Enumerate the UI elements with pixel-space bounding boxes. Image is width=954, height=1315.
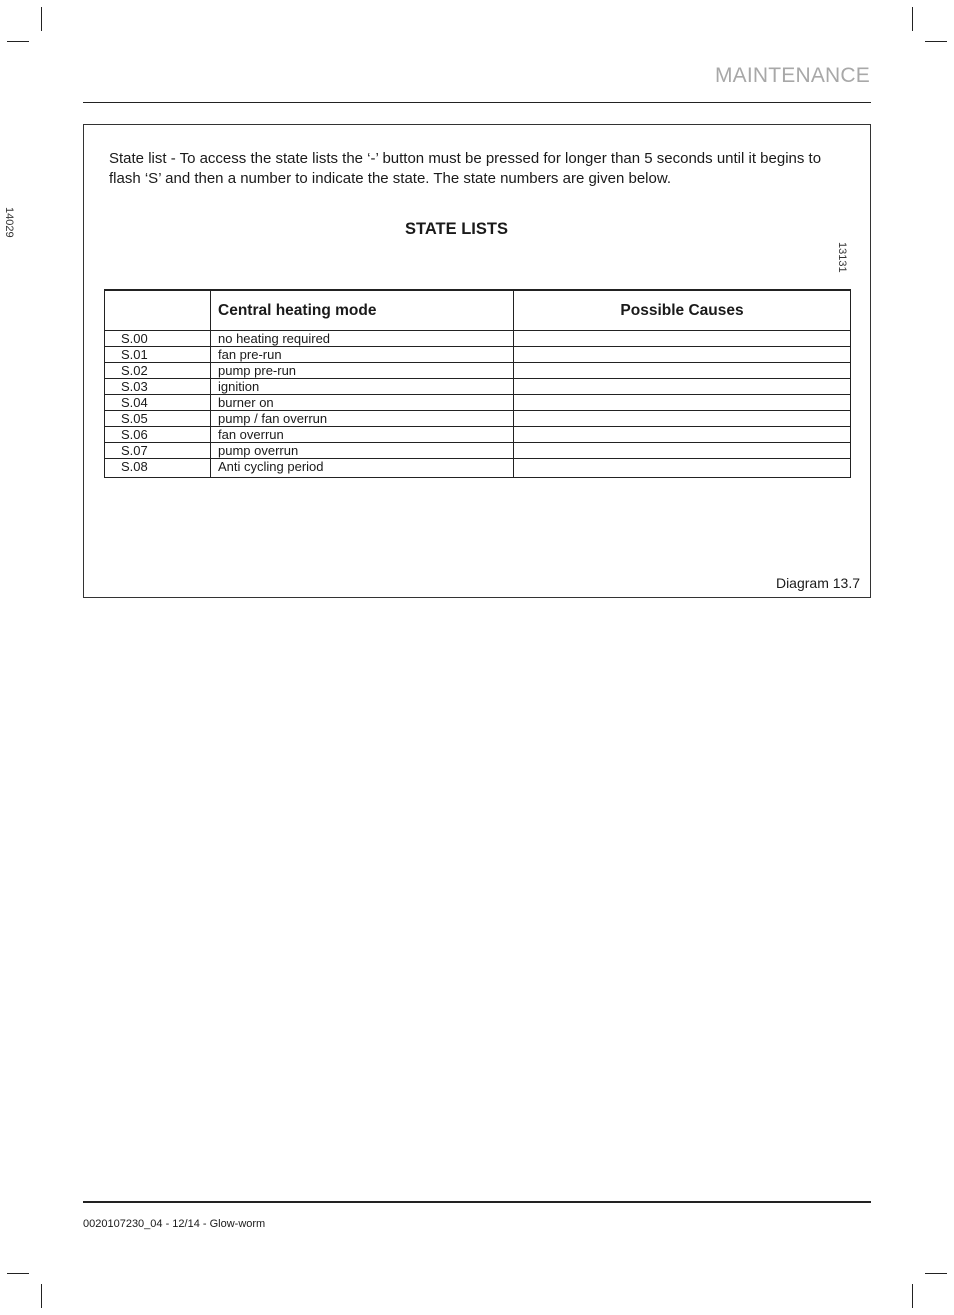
state-code: S.05 [105,411,211,427]
state-causes [514,443,851,459]
table-row [105,459,851,478]
state-mode: burner on [211,395,514,411]
state-causes [514,379,851,395]
state-mode: Anti cycling period [211,459,514,478]
state-mode: ignition [211,379,514,395]
state-mode: no heating required [211,331,514,347]
table-header-row [105,290,851,331]
state-causes [514,363,851,379]
state-mode: pump pre-run [211,363,514,379]
state-causes [514,347,851,363]
state-causes [514,331,851,347]
crop-mark [41,1284,42,1308]
table-row [105,411,851,427]
crop-mark [912,1284,913,1308]
state-causes [514,411,851,427]
footer-doc-ref: 0020107230_04 - 12/14 - Glow-worm [83,1218,266,1230]
table-row [105,443,851,459]
state-code: S.07 [105,443,211,459]
header-divider [83,102,871,103]
header-causes: Possible Causes [514,290,851,331]
state-causes [514,459,851,478]
crop-mark [912,7,913,31]
diagram-caption: Diagram 13.7 [775,575,860,591]
page-side-code: 14029 [3,207,15,238]
state-code: S.02 [105,363,211,379]
state-mode: fan overrun [211,427,514,443]
table-row [105,363,851,379]
state-list-table [104,289,851,478]
table-row [105,379,851,395]
diagram-code: 13131 [836,242,848,273]
state-causes [514,395,851,411]
crop-mark [925,41,947,42]
footer-divider [83,1201,871,1203]
crop-mark [7,1273,29,1274]
crop-mark [41,7,42,31]
state-mode: fan pre-run [211,347,514,363]
table-row [105,347,851,363]
state-mode: pump / fan overrun [211,411,514,427]
table-row [105,331,851,347]
state-code: S.04 [105,395,211,411]
intro-paragraph: State list - To access the state lists the ‘-’ button must be pressed for longer than 5 seconds until it begins to flash ‘S’ and then a number to indicate the state. The state numbers are given below. [109,150,822,187]
table-row [105,427,851,443]
state-code: S.03 [105,379,211,395]
state-code: S.08 [105,459,211,478]
crop-mark [925,1273,947,1274]
header-mode: Central heating mode [211,290,514,331]
state-code: S.06 [105,427,211,443]
state-code: S.01 [105,347,211,363]
header-code [105,290,211,331]
state-code: S.00 [105,331,211,347]
diagram-frame [83,124,871,598]
table-row [105,395,851,411]
state-causes [514,427,851,443]
state-lists-title: STATE LISTS [405,220,508,238]
state-mode: pump overrun [211,443,514,459]
section-title: MAINTENANCE [714,64,870,87]
crop-mark [7,41,29,42]
